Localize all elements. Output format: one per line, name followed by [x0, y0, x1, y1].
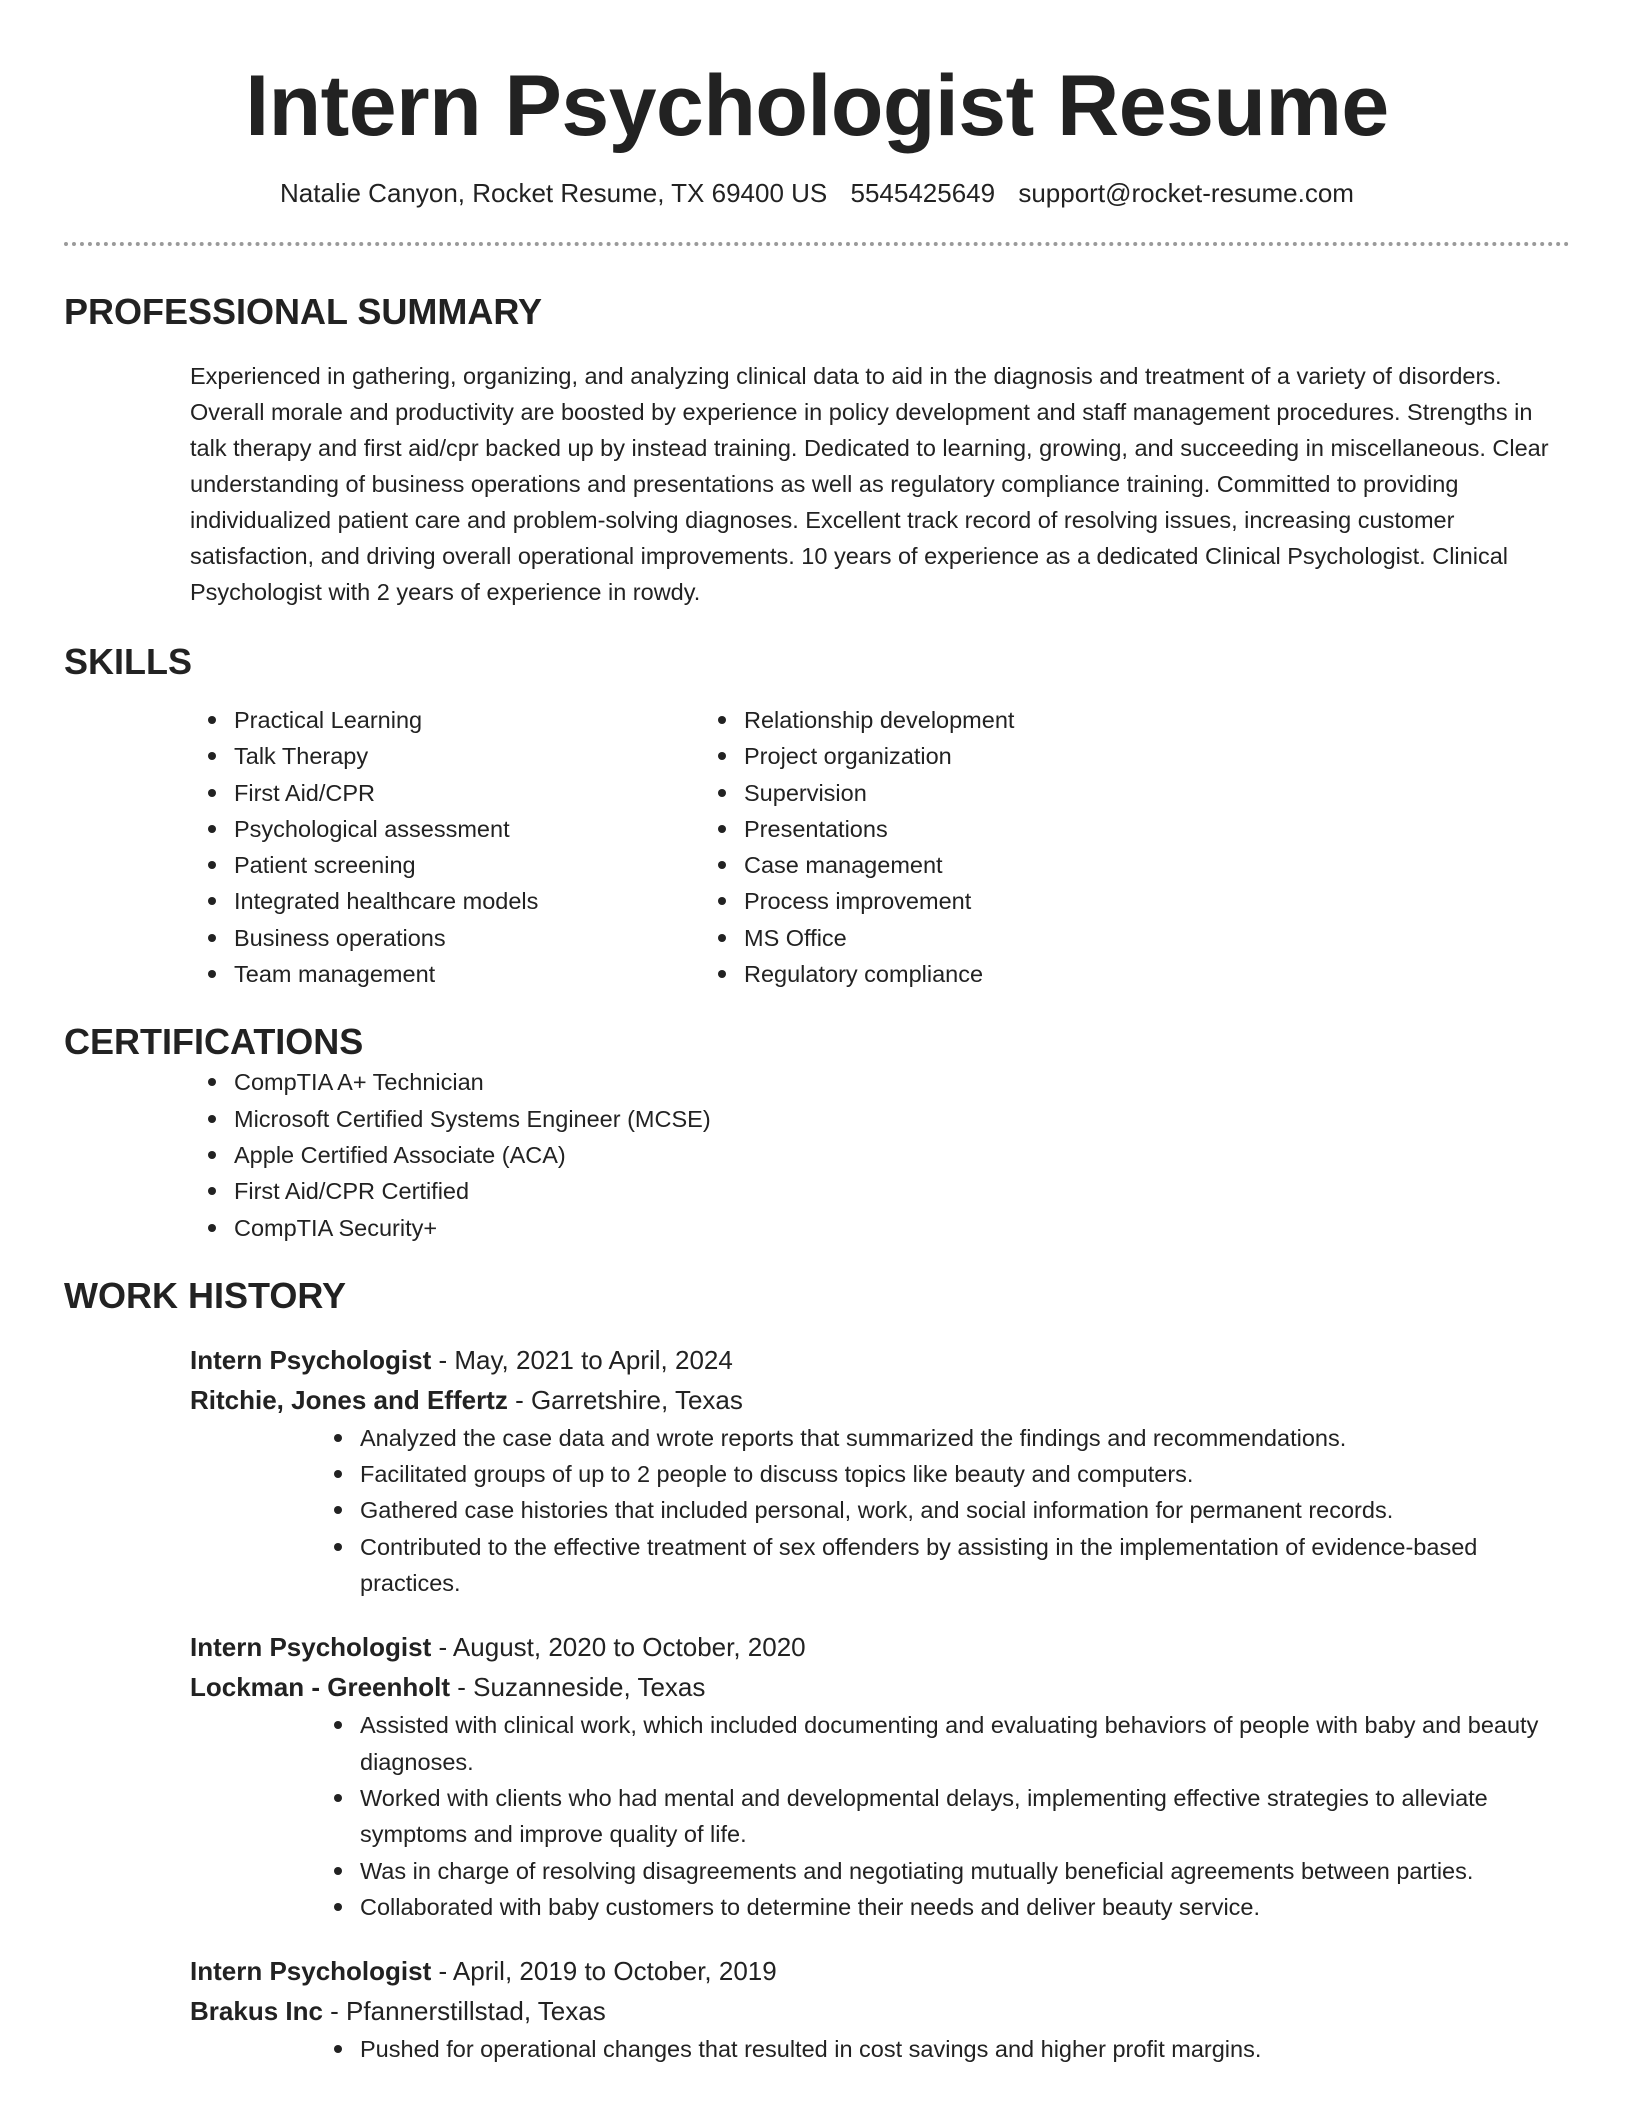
job-company-line	[190, 1991, 1570, 2031]
skill-item: Project organization	[574, 738, 1374, 774]
job-bullets	[190, 1707, 1570, 1925]
job-company-line	[190, 1667, 1570, 1707]
job-entry	[190, 1340, 1570, 1601]
summary-section	[64, 290, 1570, 610]
job-title-line	[190, 1627, 1570, 1667]
job-bullet: Analyzed the case data and wrote reports that summarized the findings and recommendations.	[190, 1420, 1570, 1456]
certification-item: Apple Certified Associate (ACA)	[64, 1137, 1570, 1173]
summary-heading: PROFESSIONAL SUMMARY	[64, 291, 543, 332]
certification-item: CompTIA Security+	[64, 1210, 1570, 1246]
skills-columns	[64, 702, 1570, 992]
skills-section	[64, 640, 1570, 992]
job-dates: - August, 2020 to October, 2020	[431, 1632, 806, 1663]
skill-item: Integrated healthcare models	[64, 883, 744, 919]
job-company: Brakus Inc	[190, 1996, 323, 2027]
certifications-section	[64, 1020, 1570, 1245]
contact-line	[64, 178, 1570, 208]
job-company-line	[190, 1380, 1570, 1420]
skill-item: Presentations	[574, 811, 1374, 847]
resume-page	[64, 0, 1570, 2067]
summary-text: Experienced in gathering, organizing, and analyzing clinical data to aid in the diagnosis and treatment of a variety of disorders. Overall morale and productivity are boosted by experience in policy development and staff management procedures. Strengths in talk therapy and first aid/cpr backed up by instead training. Dedicated to learning, growing, and succeeding in miscellaneous. Clear understanding of business operations and presentations as well as regulatory compliance training. Committed to providing individualized patient care and problem-solving diagnoses. Excellent track record of resolving issues, increasing customer satisfaction, and driving overall operational improvements. 10 years of experience as a dedicated Clinical Psychologist. Clinical Psychologist with 2 years of experience in rowdy.	[190, 363, 1549, 605]
job-bullet: Assisted with clinical work, which included documenting and evaluating behaviors of people with baby and beauty diagnoses.	[190, 1707, 1570, 1780]
resume-title: Intern Psychologist Resume	[245, 58, 1389, 154]
certification-item: CompTIA A+ Technician	[64, 1064, 1570, 1100]
certifications-list	[64, 1064, 1570, 1245]
job-title: Intern Psychologist	[190, 1344, 432, 1375]
contact-phone: 5545425649	[850, 178, 996, 208]
job-title-line	[190, 1951, 1570, 1991]
job-dates: - April, 2019 to October, 2019	[431, 1956, 777, 1987]
job-title: Intern Psychologist	[190, 1956, 432, 1987]
job-company: Lockman - Greenholt	[190, 1672, 451, 1703]
header-divider	[64, 242, 1570, 246]
skill-item: Psychological assessment	[64, 811, 744, 847]
contact-address: Natalie Canyon, Rocket Resume, TX 69400 US	[280, 178, 828, 208]
job-bullet: Contributed to the effective treatment of sex offenders by assisting in the implementation of evidence-based practices.	[190, 1529, 1570, 1602]
job-bullet: Collaborated with baby customers to determine their needs and deliver beauty service.	[190, 1889, 1570, 1925]
skill-item: Case management	[574, 847, 1374, 883]
skill-item: Relationship development	[574, 702, 1374, 738]
work-history-heading: WORK HISTORY	[64, 1274, 347, 1316]
job-bullet: Gathered case histories that included personal, work, and social information for permanent records.	[190, 1492, 1570, 1528]
skill-item: Supervision	[574, 775, 1374, 811]
job-bullets	[190, 1420, 1570, 1601]
skill-item: Regulatory compliance	[574, 956, 1374, 992]
skills-heading: SKILLS	[64, 641, 193, 682]
job-bullets	[190, 2031, 1570, 2067]
job-bullet: Was in charge of resolving disagreements and negotiating mutually beneficial agreements between parties.	[190, 1853, 1570, 1889]
job-title: Intern Psychologist	[190, 1632, 432, 1663]
contact-email: support@rocket-resume.com	[1018, 178, 1354, 208]
job-location: - Garretshire, Texas	[507, 1384, 743, 1415]
work-history-section	[64, 1274, 1570, 2068]
job-title-line	[190, 1340, 1570, 1380]
job-location: - Suzanneside, Texas	[450, 1672, 706, 1703]
job-entry	[190, 1627, 1570, 1925]
certification-item: First Aid/CPR Certified	[64, 1173, 1570, 1209]
skill-item: Talk Therapy	[64, 738, 744, 774]
job-company: Ritchie, Jones and Effertz	[190, 1384, 508, 1415]
certifications-heading: CERTIFICATIONS	[64, 1021, 364, 1063]
skill-item: First Aid/CPR	[64, 775, 744, 811]
job-bullet: Facilitated groups of up to 2 people to discuss topics like beauty and computers.	[190, 1456, 1570, 1492]
job-dates: - May, 2021 to April, 2024	[431, 1344, 733, 1375]
skill-item: Business operations	[64, 920, 744, 956]
job-bullet: Worked with clients who had mental and developmental delays, implementing effective strategies to alleviate symptoms and improve quality of life.	[190, 1780, 1570, 1853]
skill-item: Patient screening	[64, 847, 744, 883]
certification-item: Microsoft Certified Systems Engineer (MCSE)	[64, 1101, 1570, 1137]
job-bullet: Pushed for operational changes that resulted in cost savings and higher profit margins.	[190, 2031, 1570, 2067]
job-entry	[190, 1951, 1570, 2067]
skill-item: Team management	[64, 956, 744, 992]
skills-column-2	[574, 702, 1374, 992]
skill-item: Practical Learning	[64, 702, 744, 738]
job-location: - Pfannerstillstad, Texas	[322, 1996, 606, 2027]
skill-item: MS Office	[574, 920, 1374, 956]
skill-item: Process improvement	[574, 883, 1374, 919]
